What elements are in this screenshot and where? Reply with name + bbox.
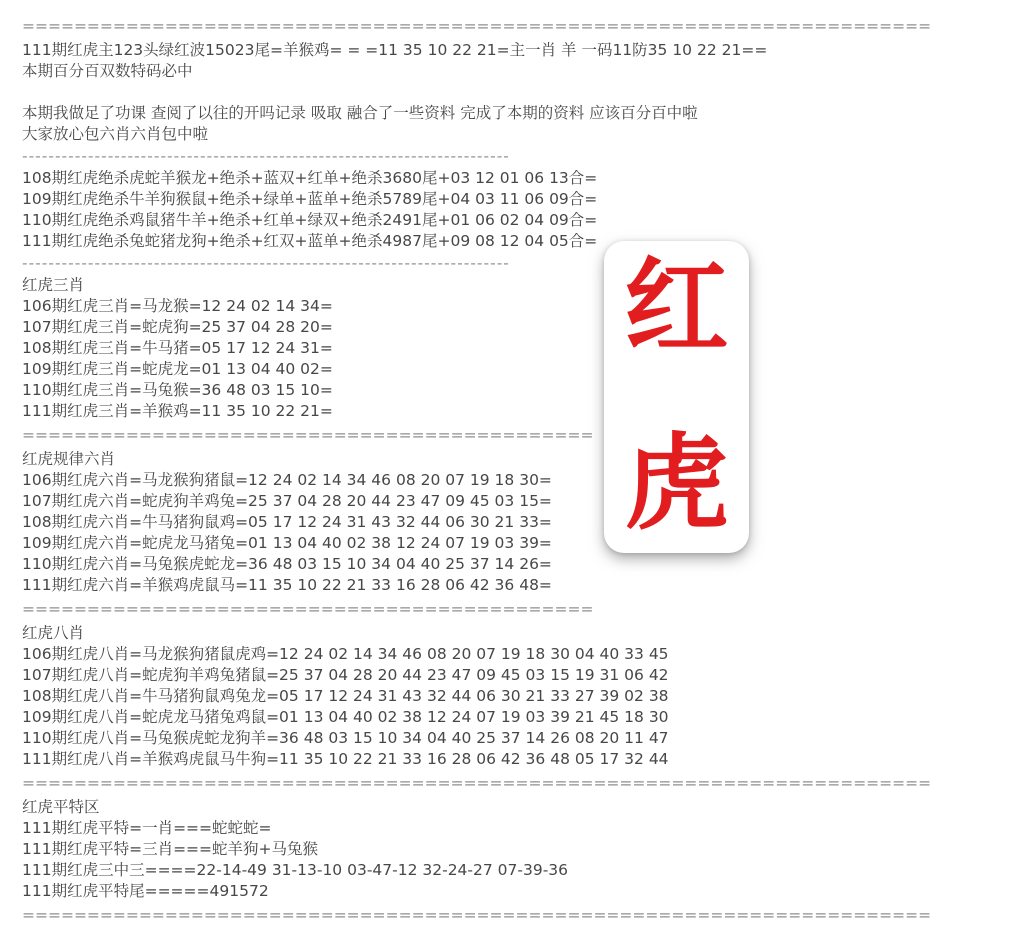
jue-sha-line: 109期红虎绝杀牛羊狗猴鼠+绝杀+绿单+蓝单+绝杀5789尾+04 03 11 06 09合=: [22, 190, 598, 208]
ping-te-line: 111期红虎平特尾=====491572: [22, 882, 269, 900]
liu-xiao-line: 110期红虎六肖=马兔猴虎蛇龙=36 48 03 15 10 34 04 40 25 37 14 26=: [22, 555, 552, 573]
jue-sha-line: 108期红虎绝杀虎蛇羊猴龙+绝杀+蓝双+红单+绝杀3680尾+03 12 01 06 13合=: [22, 169, 598, 187]
ba-xiao-line: 111期红虎八肖=羊猴鸡虎鼠马牛狗=11 35 10 22 21 33 16 28 06 42 36 48 05 17 32 44: [22, 750, 669, 768]
liu-xiao-title: 红虎规律六肖: [22, 450, 116, 468]
separator-short: ============================================: [22, 600, 594, 618]
badge-char-top: 红: [624, 246, 729, 368]
liu-xiao-line: 107期红虎六肖=蛇虎狗羊鸡兔=25 37 04 28 20 44 23 47 09 45 03 15=: [22, 492, 552, 510]
red-tiger-badge: [604, 241, 749, 553]
intro-claim-line: 本期百分百双数特码必中: [22, 62, 193, 80]
separator-short: ============================================: [22, 426, 594, 444]
san-xiao-line: 107期红虎三肖=蛇虎狗=25 37 04 28 20=: [22, 318, 333, 336]
san-xiao-line: 108期红虎三肖=牛马猪=05 17 12 24 31=: [22, 339, 333, 357]
ba-xiao-line: 107期红虎八肖=蛇虎狗羊鸡兔猪鼠=25 37 04 28 20 44 23 47 09 45 03 15 19 31 06 42: [22, 666, 669, 684]
dash-separator: --------------------------------------------------------------------------: [22, 147, 510, 165]
san-xiao-line: 106期红虎三肖=马龙猴=12 24 02 14 34=: [22, 297, 333, 315]
intro-note-line: 本期我做足了功课 查阅了以往的开吗记录 吸取 融合了一些资料 完成了本期的资料 应该百分百中啦: [22, 104, 698, 122]
ba-xiao-title: 红虎八肖: [22, 624, 85, 642]
liu-xiao-line: 109期红虎六肖=蛇虎龙马猪兔=01 13 04 40 02 38 12 24 07 19 03 39=: [22, 534, 552, 552]
san-xiao-title: 红虎三肖: [22, 276, 85, 294]
ping-te-line: 111期红虎平特=三肖===蛇羊狗+马兔猴: [22, 840, 319, 858]
san-xiao-line: 111期红虎三肖=羊猴鸡=11 35 10 22 21=: [22, 402, 333, 420]
jue-sha-line: 110期红虎绝杀鸡鼠猪牛羊+绝杀+红单+绿双+绝杀2491尾+01 06 02 04 09合=: [22, 211, 598, 229]
liu-xiao-line: 111期红虎六肖=羊猴鸡虎鼠马=11 35 10 22 21 33 16 28 06 42 36 48=: [22, 576, 552, 594]
ba-xiao-line: 109期红虎八肖=蛇虎龙马猪兔鸡鼠=01 13 04 40 02 38 12 24 07 19 03 39 21 45 18 30: [22, 708, 669, 726]
liu-xiao-line: 108期红虎六肖=牛马猪狗鼠鸡=05 17 12 24 31 43 32 44 06 30 21 33=: [22, 513, 552, 531]
blank-line: [22, 82, 1022, 103]
intro-note-line-2: 大家放心包六肖六肖包中啦: [22, 125, 209, 143]
main-prediction-line: 111期红虎主123头绿红波15023尾=羊猴鸡= = =11 35 10 22 21=主一肖 羊 一码11防35 10 22 21==: [22, 41, 768, 59]
separator-top: ======================================================================: [22, 17, 932, 35]
liu-xiao-line: 106期红虎六肖=马龙猴狗猪鼠=12 24 02 14 34 46 08 20 07 19 18 30=: [22, 471, 552, 489]
separator-bottom: ======================================================================: [22, 906, 932, 924]
jue-sha-line: 111期红虎绝杀兔蛇猪龙狗+绝杀+红双+蓝单+绝杀4987尾+09 08 12 04 05合=: [22, 232, 598, 250]
san-xiao-line: 110期红虎三肖=马兔猴=36 48 03 15 10=: [22, 381, 333, 399]
ping-te-title: 红虎平特区: [22, 798, 100, 816]
dash-separator: --------------------------------------------------------------------------: [22, 254, 510, 272]
san-xiao-line: 109期红虎三肖=蛇虎龙=01 13 04 40 02=: [22, 360, 333, 378]
separator-long: ======================================================================: [22, 774, 932, 792]
ba-xiao-line: 108期红虎八肖=牛马猪狗鼠鸡兔龙=05 17 12 24 31 43 32 44 06 30 21 33 27 39 02 38: [22, 687, 669, 705]
ping-te-line: 111期红虎三中三====22-14-49 31-13-10 03-47-12 32-24-27 07-39-36: [22, 861, 569, 879]
ba-xiao-line: 110期红虎八肖=马兔猴虎蛇龙狗羊=36 48 03 15 10 34 04 40 25 37 14 26 08 20 11 47: [22, 729, 669, 747]
ping-te-line: 111期红虎平特=一肖===蛇蛇蛇=: [22, 819, 272, 837]
badge-char-bottom: 虎: [624, 422, 729, 544]
ba-xiao-line: 106期红虎八肖=马龙猴狗猪鼠虎鸡=12 24 02 14 34 46 08 20 07 19 18 30 04 40 33 45: [22, 645, 669, 663]
